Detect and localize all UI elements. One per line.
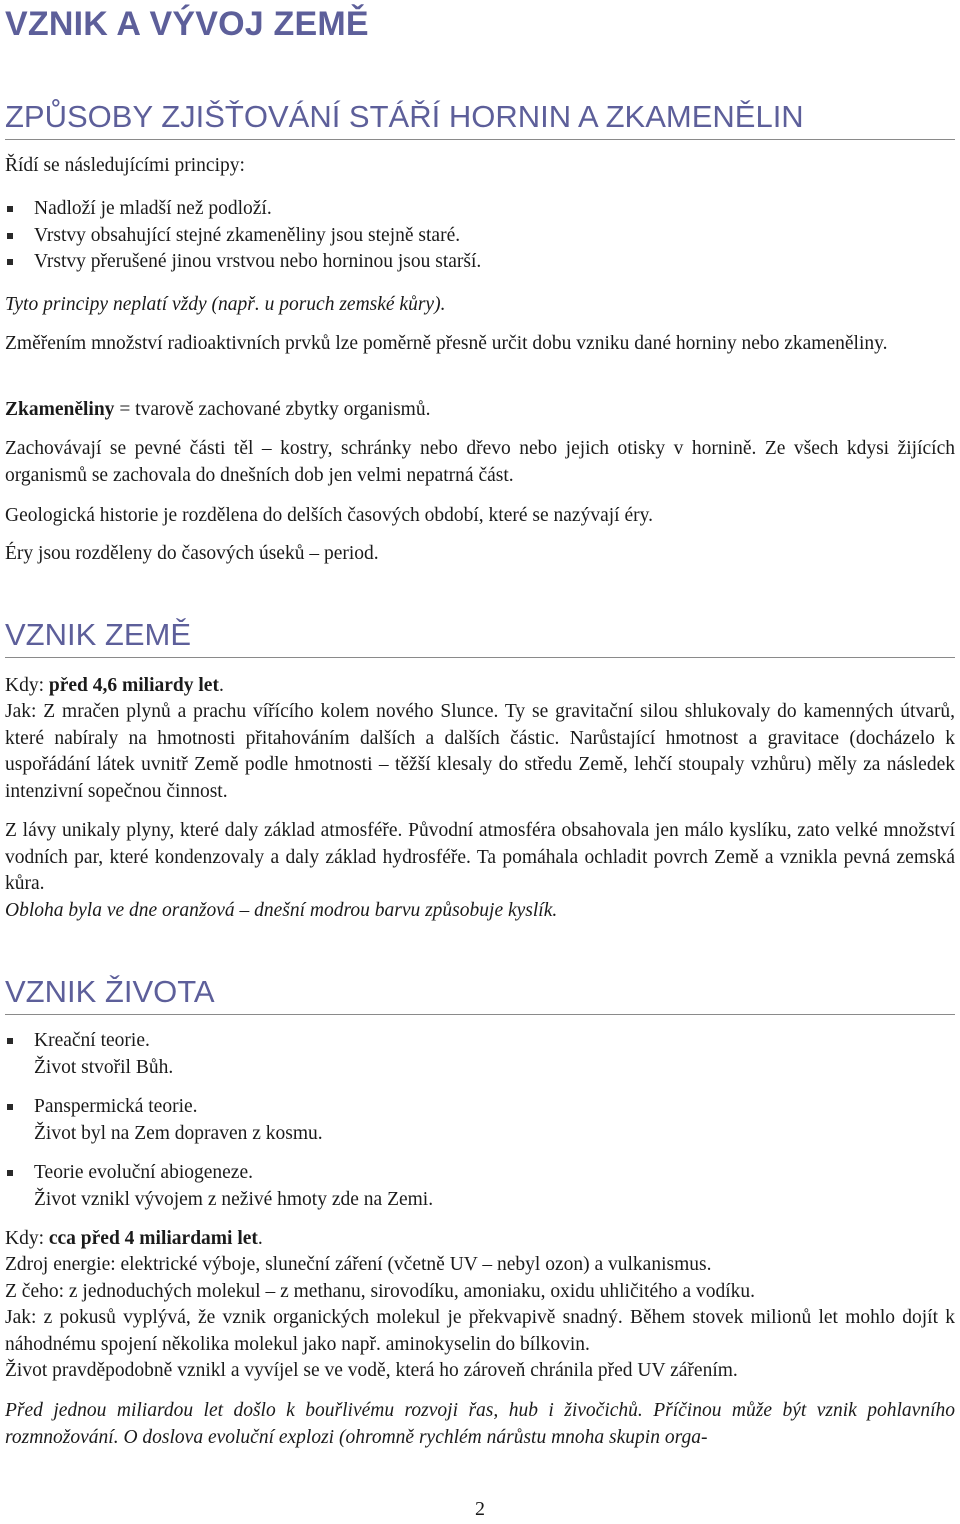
section-heading-earth-origin: VZNIK ZEMĚ — [5, 615, 955, 658]
life-from-what: Z čeho: z jednoduchých molekul – z methanu, sirovodíku, amoniaku, oxidu uhličitého a vodíku. — [5, 1281, 756, 1302]
list-item: Nadloží je mladší než podloží. — [5, 196, 955, 223]
life-theories-list — [5, 1028, 955, 1213]
square-bullet-icon — [7, 1170, 13, 1176]
square-bullet-icon — [7, 1104, 13, 1110]
sky-color-note: Obloha byla ve dne oranžová – dnešní modrou barvu způsobuje kyslík. — [5, 900, 558, 921]
life-water-paragraph: Život pravděpodobně vznikl a vyvíjel se ve vodě, která ho zároveň chránila před UV zářením. — [5, 1360, 738, 1381]
theory-name: Kreační teorie. — [34, 1030, 150, 1051]
geologic-history-paragraph: Geologická historie je rozdělena do delších časových období, které se nazývají éry. — [5, 505, 653, 526]
fossils-definition: Zkameněliny = tvarově zachované zbytky organismů. — [5, 399, 431, 420]
theory-name: Teorie evoluční abiogeneze. — [34, 1162, 253, 1183]
page-number: 2 — [475, 1498, 485, 1520]
evolution-paragraph: Před jednou miliardou let došlo k bouřlivému rozvoji řas, hub i živočichů. Příčinou může být vznik pohlavního rozmnožování. O doslova evoluční explozi (ohromně rychlém nárůstu mnoha skupin orga- — [5, 1400, 955, 1448]
atmosphere-paragraph: Z lávy unikaly plyny, které daly základ atmosféře. Původní atmosféra obsahovala jen málo kyslíku, zato velké množství vodních par, které kondenzovaly a daly základ hydrosféře. Ta pomáhala ochladit povrch Země a vznikla pevná zemská kůra. — [5, 820, 955, 894]
principles-list — [5, 196, 955, 276]
list-item — [5, 1160, 955, 1213]
earth-how-paragraph: Jak: Z mračen plynů a prachu vířícího kolem nového Slunce. Ty se gravitační silou shlukovaly do kamenných útvarů, které nabíraly na hmotnosti přitahováním dalších a dalších částic. Narůstající hmotnost a gravitace (docházelo k uspořádání látek uvnitř Země podle hmotnosti – těžší klesaly do středu Země, lehčí stoupaly vzhůru) měly za následek intenzivní sopečnou činnost. — [5, 701, 955, 802]
list-item: Vrstvy přerušené jinou vrstvou nebo horninou jsou starší. — [5, 249, 955, 276]
life-how-paragraph: Jak: z pokusů vyplývá, že vznik organických molekul je překvapivě snadný. Během stovek milionů let mohlo dojít k náhodnému spojení několika molekul jako např. aminokyselin do bílkovin. — [5, 1307, 955, 1355]
principles-intro: Řídí se následujícími principy: — [5, 155, 245, 176]
theory-description: Život stvořil Bůh. — [34, 1056, 174, 1078]
energy-source: Zdroj energie: elektrické výboje, sluneční záření (včetně UV – nebyl ozon) a vulkanismus. — [5, 1254, 712, 1275]
section-heading-life-origin: VZNIK ŽIVOTA — [5, 972, 955, 1015]
square-bullet-icon — [7, 206, 13, 212]
list-item — [5, 1028, 955, 1081]
square-bullet-icon — [7, 259, 13, 265]
theory-description: Život vznikl vývojem z neživé hmoty zde na Zemi. — [34, 1188, 434, 1210]
list-item: Vrstvy obsahující stejné zkameněliny jsou stejně staré. — [5, 223, 955, 250]
life-when-value: cca před 4 miliardami let — [48, 1228, 258, 1249]
theory-name: Panspermická teorie. — [34, 1096, 198, 1117]
theory-description: Život byl na Zem dopraven z kosmu. — [34, 1122, 323, 1144]
square-bullet-icon — [7, 233, 13, 239]
earth-when: Kdy: před 4,6 miliardy let. — [5, 675, 224, 696]
principles-note: Tyto principy neplatí vždy (např. u poruch zemské kůry). — [5, 294, 446, 315]
eras-paragraph: Éry jsou rozděleny do časových úseků – period. — [5, 543, 379, 564]
earth-when-value: před 4,6 miliardy let — [48, 675, 219, 696]
fossil-preservation-paragraph: Zachovávají se pevné části těl – kostry, schránky nebo dřevo nebo jejich otisky v hornině. Ze všech kdysi žijících organismů se zachovala do dnešních dob jen velmi nepatrná část. — [5, 438, 955, 486]
list-item — [5, 1094, 955, 1147]
fossils-term: Zkameněliny — [5, 399, 115, 420]
section-heading-age-methods: ZPŮSOBY ZJIŠŤOVÁNÍ STÁŘÍ HORNIN A ZKAMENĚLIN — [5, 97, 955, 140]
radioactive-dating-paragraph: Změřením množství radioaktivních prvků lze poměrně přesně určit dobu vzniku dané horniny nebo zkameněliny. — [5, 333, 888, 354]
page-title: VZNIK A VÝVOJ ZEMĚ — [5, 5, 369, 43]
life-when: Kdy: cca před 4 miliardami let. — [5, 1228, 263, 1249]
square-bullet-icon — [7, 1038, 13, 1044]
